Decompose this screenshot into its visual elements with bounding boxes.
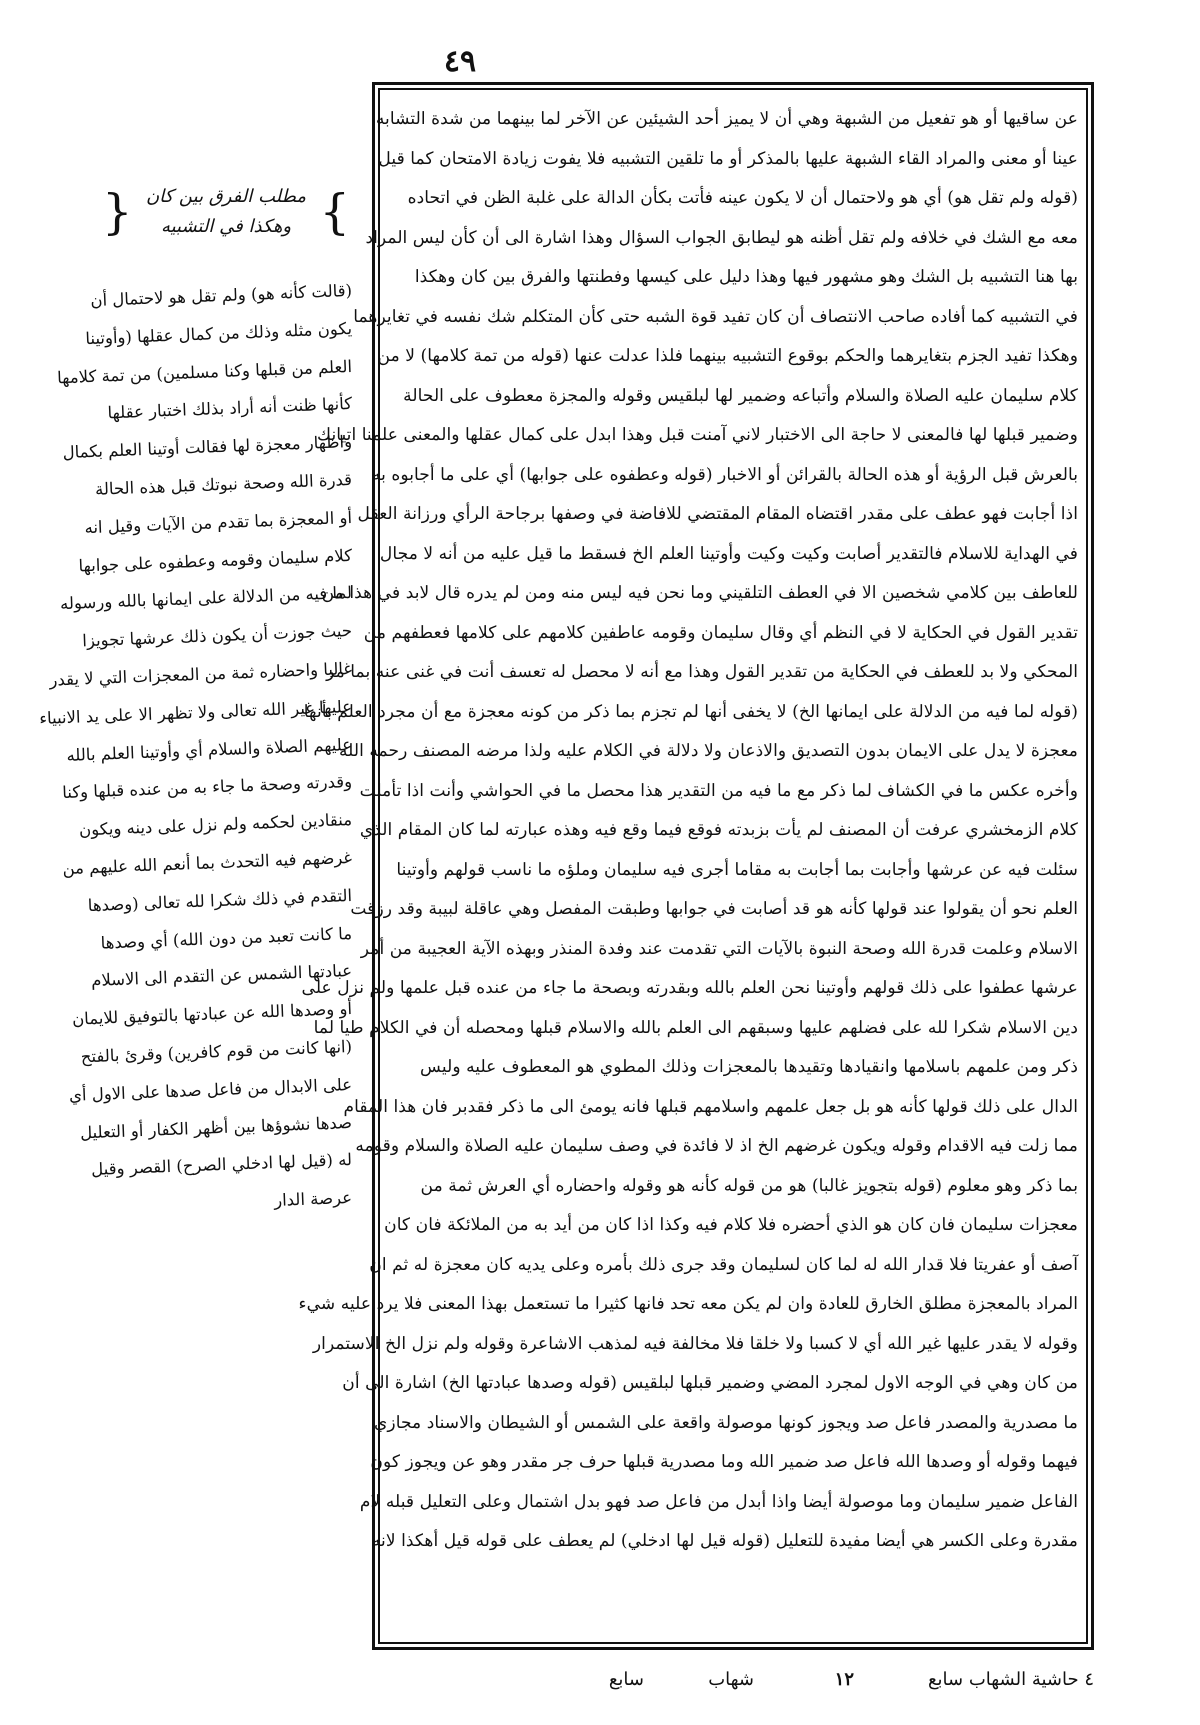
main-line: معه مع الشك في خلافه ولم تقل أظنه هو ليطابق الجواب السؤال وهذا اشارة الى أن كأن ليس المراد [365,227,1078,248]
side-line: ما كانت تعبد من دون الله) أي وصدها [100,923,353,953]
main-line: (قوله لما فيه من الدلالة على ايمانها الخ) لا يخفى أنها لم تجزم بما ذكر من كونه معجزة مع أن مجرد العلم بأنها [303,701,1078,722]
main-line: المحكي ولا بد للعطف في الحكاية من تقدير القول وهذا مع أنه لا محصل له تعسف أنت في غنى عنه بما مر [326,662,1078,682]
side-line: منقادين لحكمه ولم نزل على دينه ويكون [78,810,353,840]
margin-note-line: مطلب الفرق بين كان [145,186,307,207]
side-commentary-column [38,272,353,1217]
page-number: ٤٩ [443,44,477,79]
main-line: مقدرة وعلى الكسر هي أيضا مفيدة للتعليل (قوله قيل لها ادخلي) لم يعطف على قوله قيل أهكذا لانه [371,1531,1078,1551]
main-line: كلام الزمخشري عرفت أن المصنف لم يأت بزبدته فوقع فيما وقع فيه وهذه عبارته لما كان المقام الذي [359,820,1078,840]
side-line: كأنها ظنت أنه أراد بذلك اختبار عقلها [107,394,353,423]
main-line: وقوله لا يقدر عليها غير الله أي لا كسبا ولا خلقا فلا مخالفة فيه لمذهب الاشاعرة وقوله ولم نزل الخ الاستمرار [312,1333,1078,1354]
main-line: معجزات سليمان فان كان هو الذي أحضره فلا كلام فيه وكذا اذا كان من أيد به من الملائكة فان كان [384,1215,1078,1235]
side-line: عرصة الدار [273,1188,353,1211]
side-line: (انها كانت من قوم كافرين) وقرئ بالفتح [80,1036,353,1067]
side-line: واظهار معجزة لها فقالت أوتينا العلم بكمال [62,432,353,463]
main-line: بما ذكر وهو معلوم (قوله بتجويز غالبا) هو من قوله كأنه هو وقوله واحضاره أي العرش ثمة من [420,1175,1078,1196]
side-line: غالبا واحضاره ثمة من المعجزات التي لا يقدر [49,658,353,690]
main-line: في التشبيه كما أفاده صاحب الانتصاف أن كان تفيد قوة الشبه حتى كأن المتكلم شك نفسه في تغايرهما [353,306,1078,327]
main-line: في الهداية للاسلام فالتقدير أصابت وكيت وكيت وأوتينا العلم الخ فسقط ما قيل عليه من أنه لا مجال [379,543,1078,564]
main-line: وأخره عكس ما في الكشاف لما ذكر مع ما فيه من التقدير هذا محصل ما في الحواشي وأنت اذا تأملت [359,780,1078,801]
main-line: وضمير قبلها لها فالمعنى لا حاجة الى الاختبار لاني آمنت قبل وهذا ابدل على كمال عقلها والمعنى علمنا اتيانك [316,425,1078,445]
sheet-number: ١٢ [834,1669,854,1690]
main-line: مما زلت فيه الاقدام وقوله ويكون غرضهم الخ اذ لا فائدة في وصف سليمان عليه الصلاة والسلام وقومه [355,1136,1078,1156]
margin-heading-note [102,182,350,242]
running-title: ٤ حاشية الشهاب سابع [927,1669,1094,1690]
side-line: كلام سليمان وقومه وعطفوه على جوابها [78,545,353,576]
main-line [388,1562,1078,1602]
main-line: عرشها عطفوا على ذلك قولهم وأوتينا نحن العلم بالله وبقدرته وبصحة ما جاء من عنده قبل علمها ولم نزل على [301,978,1078,998]
side-line: عليهم الصلاة والسلام أي وأوتينا العلم بالله [66,734,353,765]
main-line: الدال على ذلك قولها كأنه هو بل جعل علمهم واسلامهم قبلها فانه يومئ الى ما ذكر فقدبر فان هذا المقام [343,1096,1078,1117]
side-line: العلم من قبلها وكنا مسلمين) من تمة كلامها [56,356,353,387]
main-line: وهكذا تفيد الجزم بتغايرهما والحكم بوقوع التشبيه بينهما فلذا عدلت عنها (قوله من تمة كلامها) لا من [377,346,1078,366]
main-line: الفاعل ضمير سليمان وما موصولة أيضا واذا أبدل من فاعل صد فهو بدل اشتمال وعلى التعليل قبله لام [359,1491,1078,1512]
right-brace-icon: } [319,184,350,240]
main-line: من كان وهي في الوجه الاول لمجرد المضي وضمير قبلها لبلقيس (قوله وصدها عبادتها الخ) اشارة الى أن [342,1373,1078,1393]
left-brace-icon: { [102,184,133,240]
side-line: على الابدال من فاعل صدها على الاول أي [68,1074,353,1105]
main-line: آصف أو عفريتا فلا قدار الله له لما كان لسليمان وقد جرى ذلك بأمره وعلى يديه كان معجزة له ثم ان [369,1254,1078,1275]
page-footer [372,1660,1094,1700]
side-line: أو المعجزة بما تقدم من الآيات وقيل انه [84,507,353,538]
signature-word: سابع [608,1669,644,1690]
side-line: عليها غير الله تعالى ولا تظهر الا على يد الانبياء [38,696,353,728]
side-line: قدرة الله وصحة نبوتك قبل هذه الحالة [94,469,353,499]
main-line: معجزة لا يدل على الايمان بدون التصديق والاذعان ولا دلالة في الكلام عليه ولذا مرضه المصنف رحمه الله [338,741,1078,761]
signature-word: شهاب [708,1669,754,1690]
main-line: العلم نحو أن يقولوا عند قولها كأنه هو قد أصابت في جوابها وطبقت المفصل وهي عاقلة لبيبة وقد رزقت [350,899,1078,919]
main-line: تقدير القول في الحكاية لا في النظم أي وقال سليمان وقومه عاطفين كلامهم على كلامها فعطفهم من [363,622,1078,643]
side-line: التقدم في ذلك شكرا لله تعالى (وصدها [87,885,353,915]
side-line: عبادتها الشمس عن التقدم الى الاسلام [90,961,353,991]
main-line: عن ساقيها أو هو تفعيل من الشبهة وهي أن لا يميز أحد الشيئين عن الآخر لما بينهما من شدة التشابه [375,109,1078,129]
main-line: الاسلام وعلمت قدرة الله وصحة النبوة بالآيات التي تقدمت عند وفدة المنذر وبهذه الآية العجيبة من أمر [360,938,1078,959]
main-line: كلام سليمان عليه الصلاة والسلام وأتباعه وضمير لها لبلقيس وقوله والمجزة معطوف على الحالة [403,385,1078,406]
main-line: (قوله ولم تقل هو) أي هو ولاحتمال أن لا يكون عينه فأتت بكأن الدالة على غلبة الظن في اتحاده [407,188,1078,208]
main-line: اذا أجابت فهو عطف على مقدر اقتضاه المقام المقتضي للافاضة في وصفها برجاحة الرأي ورزانة العقل [357,504,1078,524]
side-line: يكون مثله وذلك من كمال عقلها (وأوتينا [84,318,353,349]
side-line: له (قيل لها ادخلي الصرح) القصر وقيل [90,1150,353,1180]
main-line: عينا أو معنى والمراد القاء الشبهة عليها بالمذكر أو ما تلقين التشبيه فلا يفوت زيادة الامتحان كما قيل [378,148,1078,169]
side-line: (قالت كأنه هو) ولم تقل هو لاحتمال أن [90,281,353,311]
main-line: المراد بالمعجزة مطلق الخارق للعادة وان لم يكن معه تحد فانها كثيرا ما تستعمل بهذا المعنى فلا يرد عليه شيء [298,1294,1078,1314]
side-line: حيث جوزت أن يكون ذلك عرشها تجويزا [81,621,353,651]
side-line: غرضهم فيه التحدث بما أنعم الله عليهم من [62,847,353,879]
side-line: أو وصدها الله عن عبادتها بالتوفيق للايمان [71,999,353,1029]
margin-note-line: وهكذا في التشبيه [160,216,292,237]
main-line: دين الاسلام شكرا لله على فضلهم عليها وسبقهم الى العلم بالله والاسلام قبلها ومحصله أن في الكلام طيا لما [313,1017,1078,1038]
main-line: بالعرش قبل الرؤية أو هذه الحالة بالقرائن أو الاخبار (قوله وعطفوه على جوابها) أي على ما أجابوه به [371,464,1078,485]
side-line: لما فيه من الدلالة على ايمانها بالله ورسوله [59,583,353,614]
main-line: ذكر ومن علمهم باسلامها وانقيادها وتقيدها بالمعجزات وذلك المطوي هو المعطوف عليه وليس [419,1057,1078,1077]
main-line: بها هنا التشبيه بل الشك وهو مشهور فيها وهذا دليل على كيسها وفطنتها والفرق بين كان وهكذا [414,267,1078,287]
side-line: صدها نشوؤها بين أظهر الكفار أو التعليل [79,1112,353,1142]
main-line: للعاطف بين كلامي شخصين الا في العطف التلقيني وما نحن فيه ليس منه ومن لم يدره قال لابد في هذا من [321,583,1078,603]
side-line: وقدرته وصحة ما جاء به من عنده قبلها وكنا [61,772,353,803]
main-line: سئلت فيه عن عرشها وأجابت بما أجابت به مقاما أجرى فيه سليمان وملؤه ما ناسب قولهم وأوتينا [396,859,1078,880]
main-line: فيهما وقوله أو وصدها الله فاعل صد ضمير الله وما مصدرية قبلها حرف جر مقدر وهو عن ويجوز كون [370,1452,1078,1472]
main-line: ما مصدرية والمصدر فاعل صد ويجوز كونها موصولة واقعة على الشمس أو الشيطان والاسناد مجازي [373,1412,1078,1433]
